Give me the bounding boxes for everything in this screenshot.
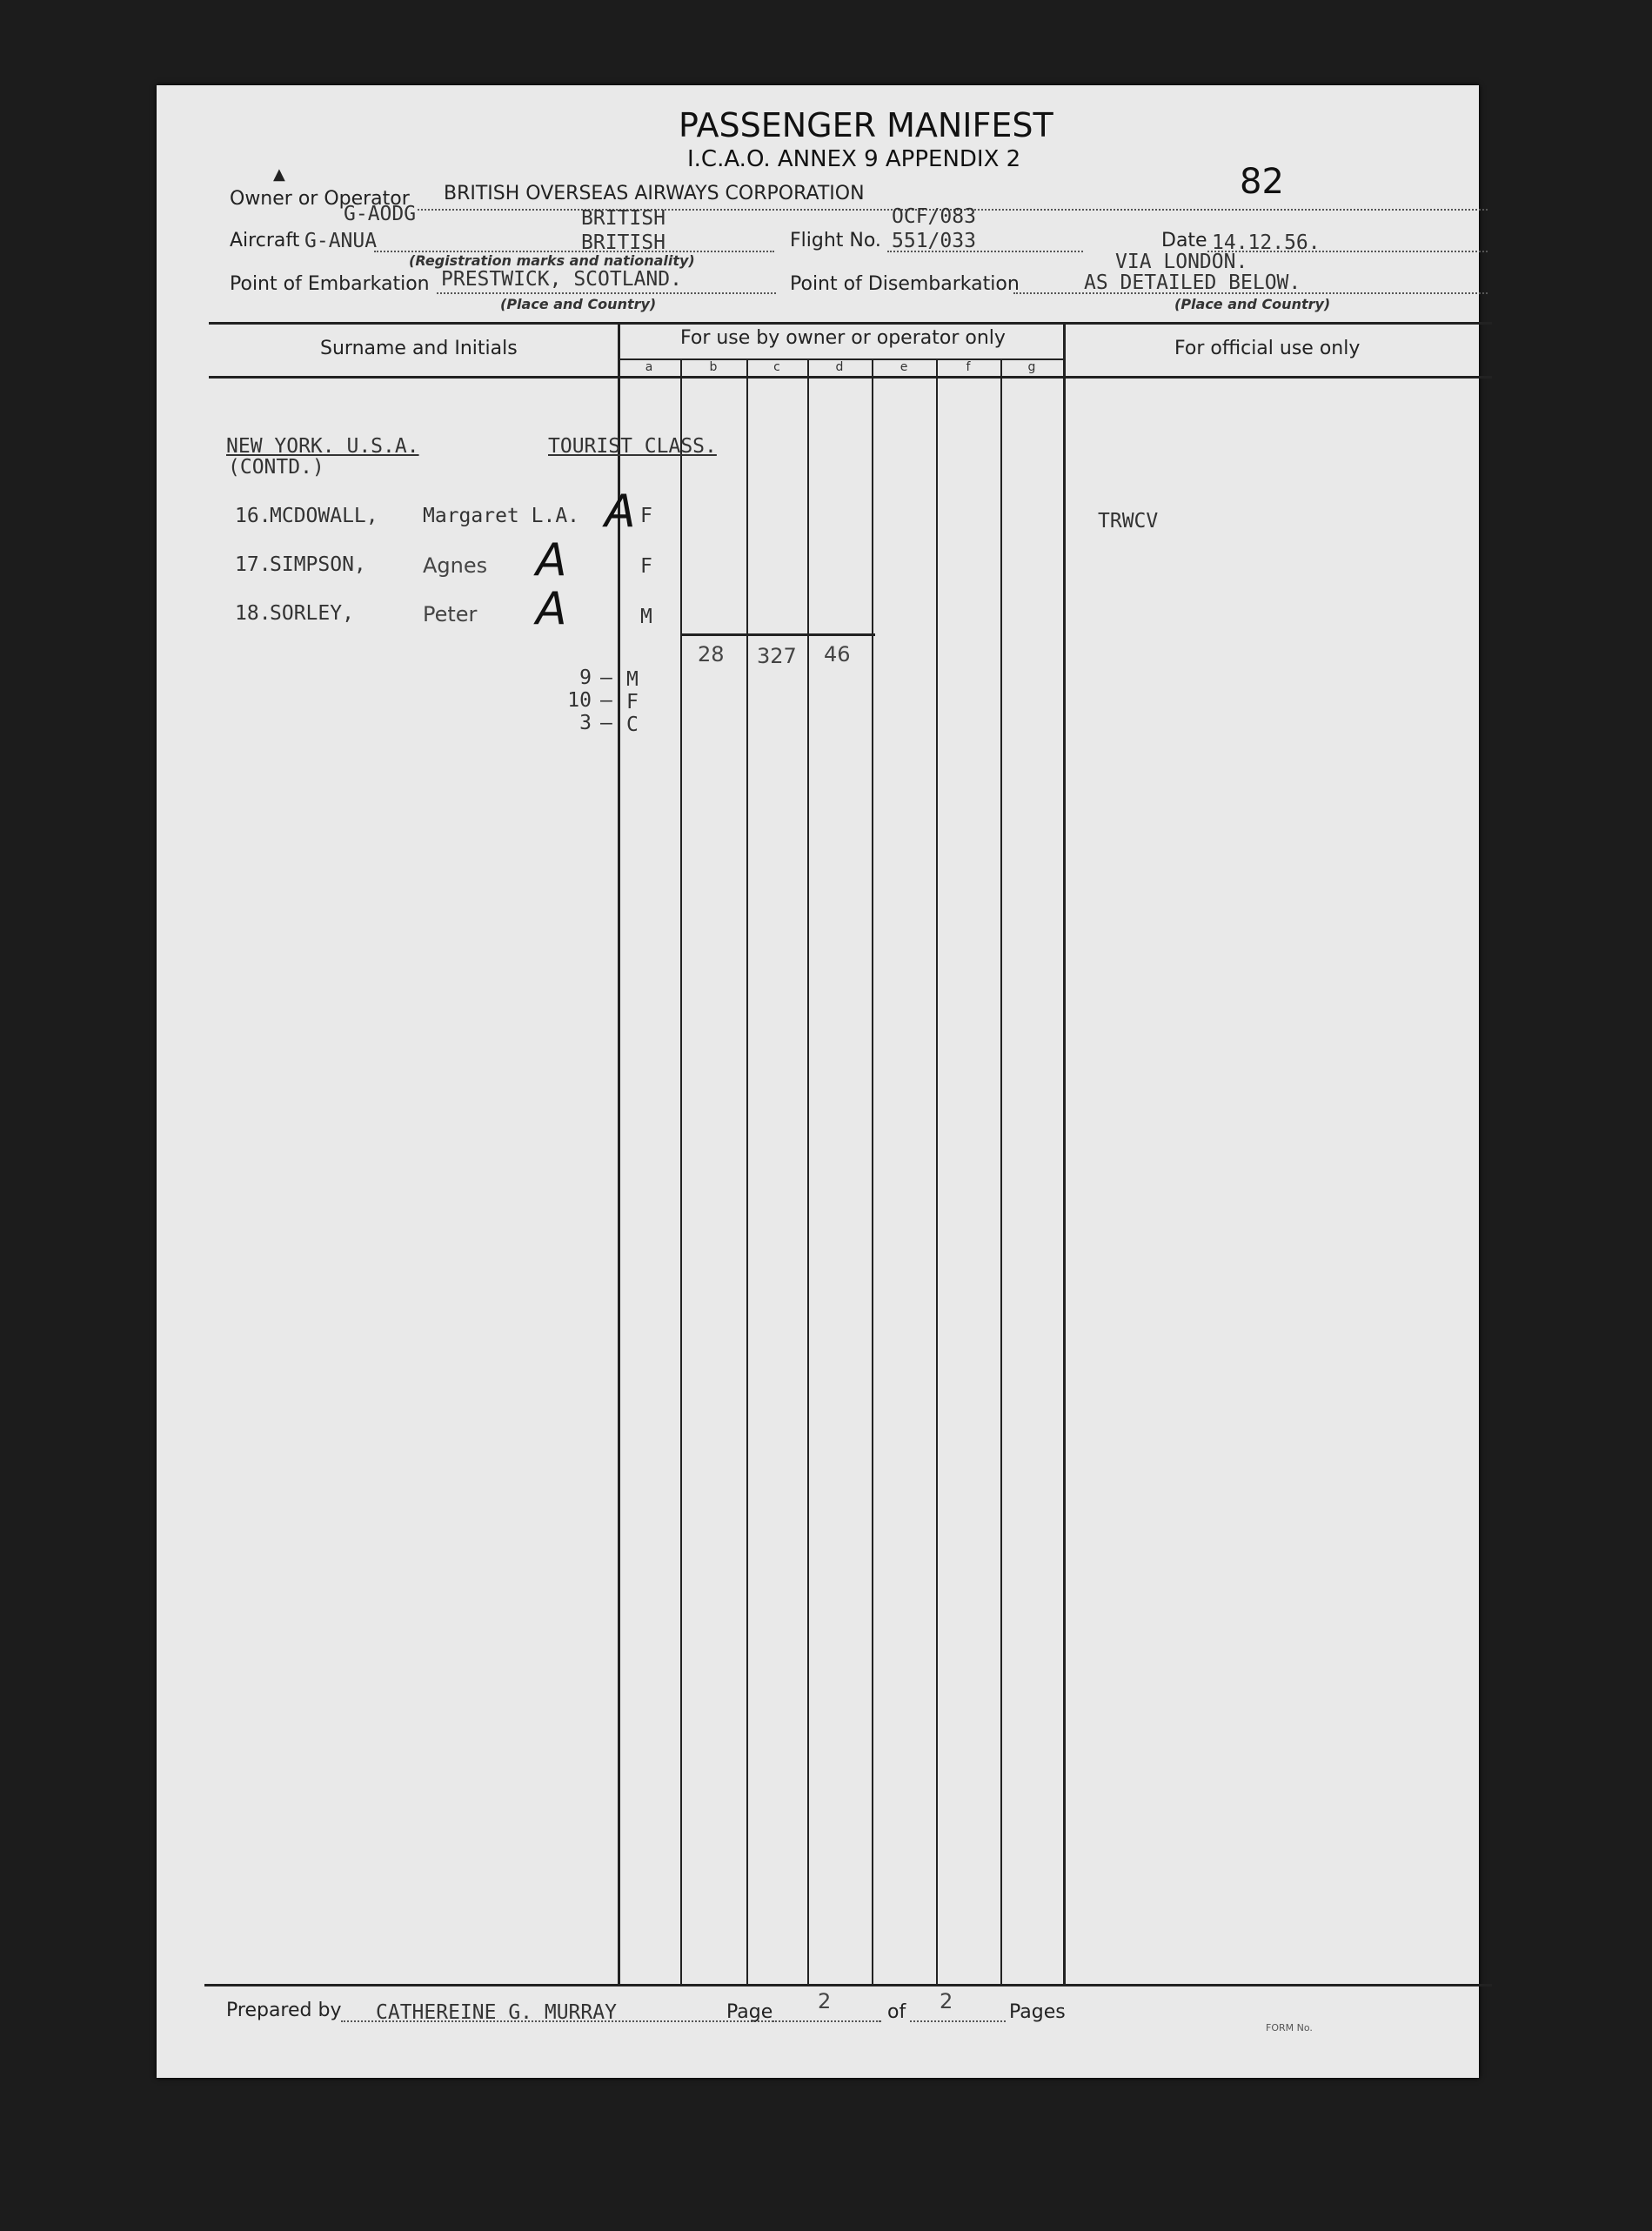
subcol-a: a (645, 360, 653, 374)
row-number: 17. (235, 553, 271, 576)
date-dotted-line (1207, 251, 1488, 252)
handwritten-mark: A (536, 583, 567, 635)
date-label: Date (1161, 230, 1207, 251)
summary-code: M (626, 668, 639, 691)
arrow-up-icon: ▲ (273, 165, 285, 184)
form-number-note: FORM No. (1266, 2022, 1313, 2033)
summary-count: 9 (579, 667, 592, 689)
subcol-g: g (1027, 360, 1036, 374)
handwritten-mark: A (605, 486, 636, 538)
embarkation-dotted-line (437, 292, 776, 294)
passenger-sex: F (640, 505, 652, 527)
summary-dash: – (600, 712, 612, 734)
summary-code: F (626, 691, 639, 714)
passenger-sex: M (640, 606, 652, 628)
subcol-b: b (709, 360, 718, 374)
subcol-d: d (835, 360, 844, 374)
nationality-1: BRITISH (581, 207, 665, 230)
column-divider-f (936, 358, 938, 1984)
disembarkation-value: AS DETAILED BELOW. (1084, 271, 1301, 294)
column-divider-g (1000, 358, 1002, 1984)
total-c: 327 (757, 644, 797, 668)
passenger-given-names: Peter (423, 602, 478, 626)
embarkation-value: PRESTWICK, SCOTLAND. (441, 268, 682, 291)
prepared-value: CATHEREINE G. MURRAY (376, 2001, 617, 2024)
page-label: Page (726, 2001, 773, 2023)
summary-dash: – (600, 689, 612, 712)
subcol-f: f (966, 360, 971, 374)
summary-dash: – (600, 667, 612, 689)
header-surname: Surname and Initials (320, 338, 518, 359)
passenger-given-names: Agnes (423, 553, 488, 578)
passenger-surname: MCDOWALL, (270, 505, 378, 527)
section-contd: (CONTD.) (228, 456, 324, 479)
place-note-embarkation: (Place and Country) (500, 296, 657, 312)
column-divider-e (872, 358, 873, 1984)
column-divider-d (807, 358, 809, 1984)
section-destination: NEW YORK. U.S.A. (226, 435, 419, 458)
owner-registration: G-AODG (344, 203, 417, 225)
registration-note: (Registration marks and nationality) (409, 252, 695, 269)
of-dotted-line (910, 2020, 1006, 2022)
summary-count: 3 (579, 712, 592, 734)
table-top-rule (209, 322, 1492, 325)
row-number: 18. (235, 602, 271, 625)
prepared-label: Prepared by (226, 2000, 342, 2021)
disembarkation-label: Point of Disembarkation (790, 273, 1020, 295)
subcol-c: c (773, 360, 780, 374)
place-note-disembarkation: (Place and Country) (1174, 296, 1331, 312)
official-code: TRWCV (1098, 510, 1159, 533)
passenger-surname: SORLEY, (270, 602, 354, 625)
section-class: TOURIST CLASS. (548, 435, 717, 458)
flight-dotted-line (887, 251, 1083, 252)
via-value: VIA LONDON. (1115, 251, 1248, 273)
total-d: 46 (824, 642, 851, 667)
subcol-e: e (900, 360, 908, 374)
disembarkation-dotted-line (1013, 292, 1488, 294)
handwritten-mark: A (536, 534, 567, 586)
summary-code: C (626, 714, 639, 736)
aircraft-label: Aircraft (230, 230, 300, 251)
flight-1: OCF/083 (892, 205, 976, 228)
flight-2: 551/033 (892, 230, 976, 252)
nationality-2: BRITISH (581, 231, 665, 254)
manifest-page (157, 85, 1479, 2078)
column-divider-c (746, 358, 748, 1984)
column-divider-official (1063, 322, 1066, 1984)
pages-label: Pages (1009, 2001, 1066, 2023)
aircraft-value: G-ANUA (304, 230, 378, 252)
table-header-rule (209, 376, 1492, 379)
page-subtitle: I.C.A.O. ANNEX 9 APPENDIX 2 (687, 146, 1021, 172)
of-value: 2 (940, 1989, 953, 2013)
owner-value: BRITISH OVERSEAS AIRWAYS CORPORATION (444, 183, 865, 204)
passenger-sex: F (640, 555, 652, 578)
summary-count: 10 (567, 689, 592, 712)
flight-label: Flight No. (790, 230, 881, 251)
header-official-use: For official use only (1174, 338, 1361, 359)
totals-rule (680, 633, 875, 636)
column-divider-surname (618, 322, 620, 1984)
of-label: of (887, 2001, 906, 2023)
passenger-surname: SIMPSON, (270, 553, 366, 576)
column-divider-b (680, 358, 682, 1984)
date-value: 14.12.56. (1212, 231, 1321, 254)
embarkation-label: Point of Embarkation (230, 273, 430, 295)
owner-label: Owner or Operator (230, 188, 410, 210)
total-b: 28 (698, 642, 725, 667)
page-number: 82 (1240, 162, 1284, 202)
header-owner-use: For use by owner or operator only (680, 327, 1006, 349)
page-title: PASSENGER MANIFEST (679, 106, 1053, 144)
page-dotted-line (772, 2020, 881, 2022)
row-number: 16. (235, 505, 271, 527)
page-value: 2 (818, 1989, 832, 2013)
passenger-given-names: Margaret L.A. (423, 505, 580, 527)
table-bottom-rule (204, 1984, 1492, 1986)
